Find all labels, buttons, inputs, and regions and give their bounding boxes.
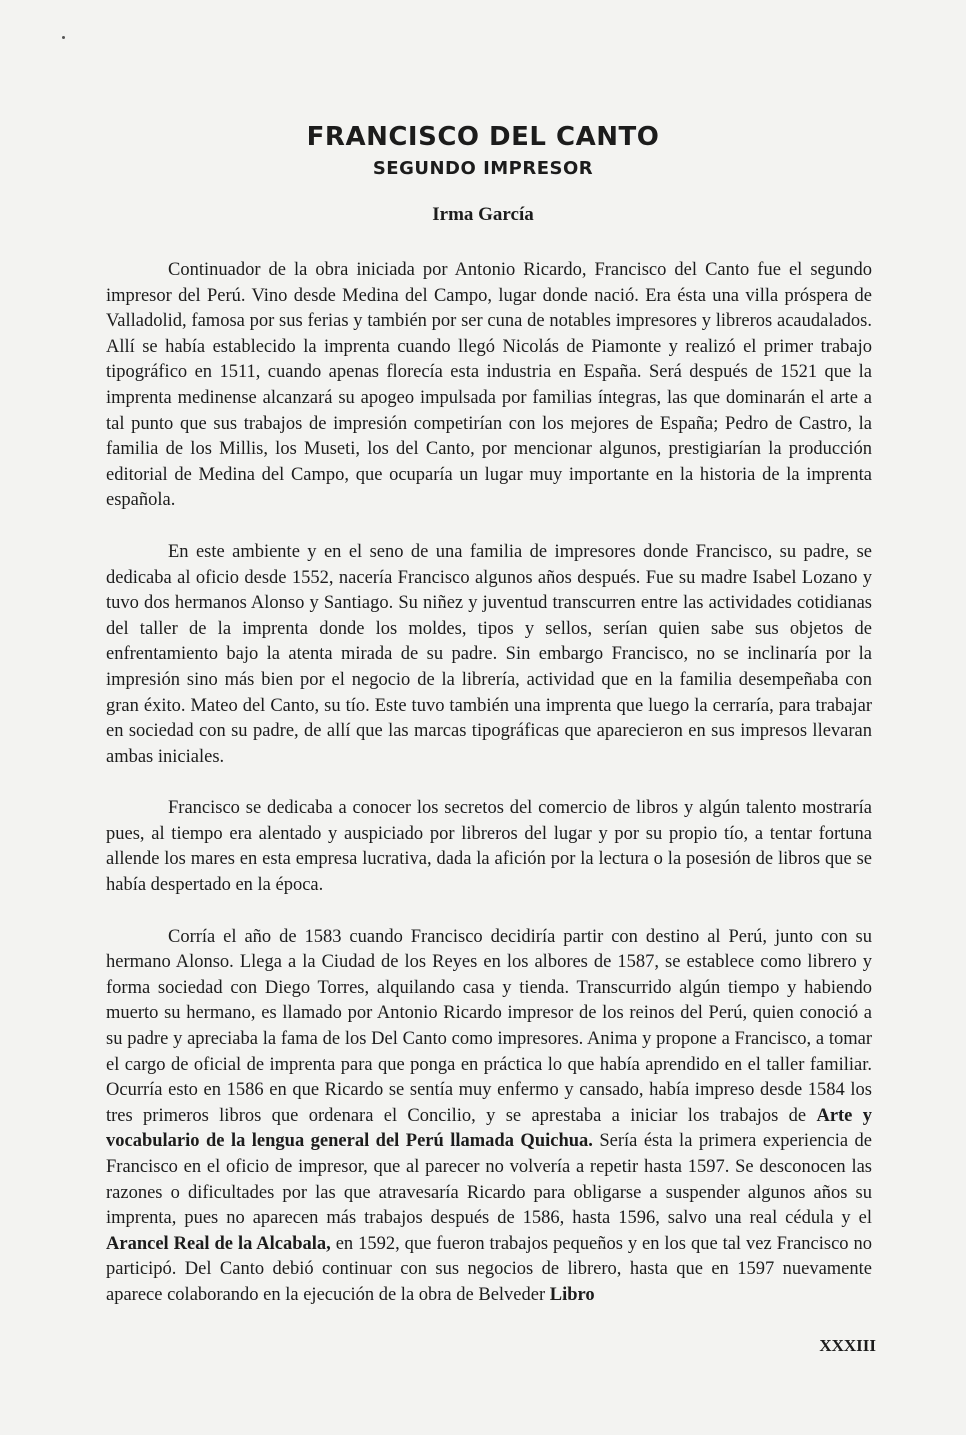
paragraph-2: En este ambiente y en el seno de una familia de impresores donde Francisco, su padre, se dedicaba al oficio desde 1552, nacería Francisco algunos años después. Fue su madre Isabel Lozano y tuvo dos hermanos Alonso y Santiago. Su niñez y juventud transcurren entre las actividades cotidianas del taller de la imprenta donde los moldes, tipos y sellos, serían quien sabe sus objetos de enfrentamiento bajo la atenta mirada de su padre. Sin embargo Francisco, no se inclinaría por la impresión sino más bien por el negocio de la librería, actividad que en la familia desempeñaba con gran éxito. Mateo del Canto, su tío. Este tuvo también una imprenta que luego la cerraría, para trabajar en sociedad con su padre, de allí que las marcas tipográficas que aparecieron en sus impresos llevaran ambas iniciales.	[106, 541, 872, 767]
book-title-arte-vocabulario: Arte y vocabulario de la lengua general del Perú llamada Quichua.	[106, 1105, 872, 1152]
paragraph-4-text-1: Corría el año de 1583 cuando Francisco decidiría partir con destino al Perú, junto con su hermano Alonso. Llega a la Ciudad de los Reyes en los albores de 1587, se establece como librero y forma sociedad con Diego Torres, alquilando casa y tienda. Transcurrido algún tiempo y habiendo muerto su hermano, es llamado por Antonio Ricardo impresor de los reinos del Perú, quien conoció a su padre y apreciaba la fama de los Del Canto como impresores. Anima y propone a Francisco, a tomar el cargo de oficial de imprenta para que ponga en práctica lo que había aprendido en el taller familiar. Ocurría esto en 1586 en que Ricardo se sentía muy enfermo y cansado, había impreso desde 1584 los tres primeros libros que ordenara el Concilio, y se aprestaba a iniciar los trabajos de	[106, 926, 872, 1126]
article-author: Irma García	[432, 204, 534, 225]
paragraph-4-text-2: Sería ésta la primera experiencia de Francisco en el oficio de impresor, que al parecer no volvería a repetir hasta 1597. Se desconocen las razones o dificultades por las que atravesaría Ricardo para obligarse a suspender algunos años su imprenta, pues no aparecen más trabajos después de 1586, hasta 1596, salvo una real cédula y el	[106, 1131, 873, 1229]
paragraph-4	[106, 925, 872, 1309]
article-subtitle: SEGUNDO IMPRESOR	[372, 158, 594, 179]
page-speck	[62, 36, 65, 39]
article-title: FRANCISCO DEL CANTO	[306, 122, 660, 152]
book-title-libro: Libro	[549, 1284, 595, 1305]
paragraph-1: Continuador de la obra iniciada por Antonio Ricardo, Francisco del Canto fue el segundo impresor del Perú. Vino desde Medina del Campo, lugar donde nació. Era ésta una villa próspera de Valladolid, famosa por sus ferias y también por ser cuna de notables impresores y libreros acaudalados. Allí se había establecido la imprenta cuando llegó Nicolás de Piamonte y realizó el primer trabajo tipográfico en 1511, cuando apenas florecía esta industria en España. Será después de 1521 que la imprenta medinense alcanzará su apogeo impulsada por familias íntegras, las que dominarán el arte a tal punto que sus trabajos de impresión competirían con los mejores de España; Pedro de Castro, la familia de los Millis, los Museti, los del Canto, por mencionar algunos, prestigiarían la producción editorial de Medina del Campo, que ocuparía un lugar muy importante en la historia de la imprenta española.	[106, 260, 872, 511]
paragraph-4-text-3: en 1592, que fueron trabajos pequeños y en los que tal vez Francisco no participó. Del Canto debió continuar con sus negocios de librero, hasta que en 1597 nuevamente aparece colaborando en la ejecución de la obra de Belveder	[106, 1233, 872, 1305]
document-title-arancel: Arancel Real de la Alcabala,	[106, 1233, 331, 1254]
page-number: XXXIII	[819, 1336, 876, 1355]
article-body	[106, 258, 872, 1335]
article-header	[0, 120, 966, 228]
paragraph-3: Francisco se dedicaba a conocer los secretos del comercio de libros y algún talento mostraría pues, al tiempo era alentado y auspiciado por libreros del lugar y por su propio tío, a tentar fortuna allende los mares en esta empresa lucrativa, dada la afición por la lectura o la posesión de libros que se había despertado en la época.	[106, 798, 872, 896]
